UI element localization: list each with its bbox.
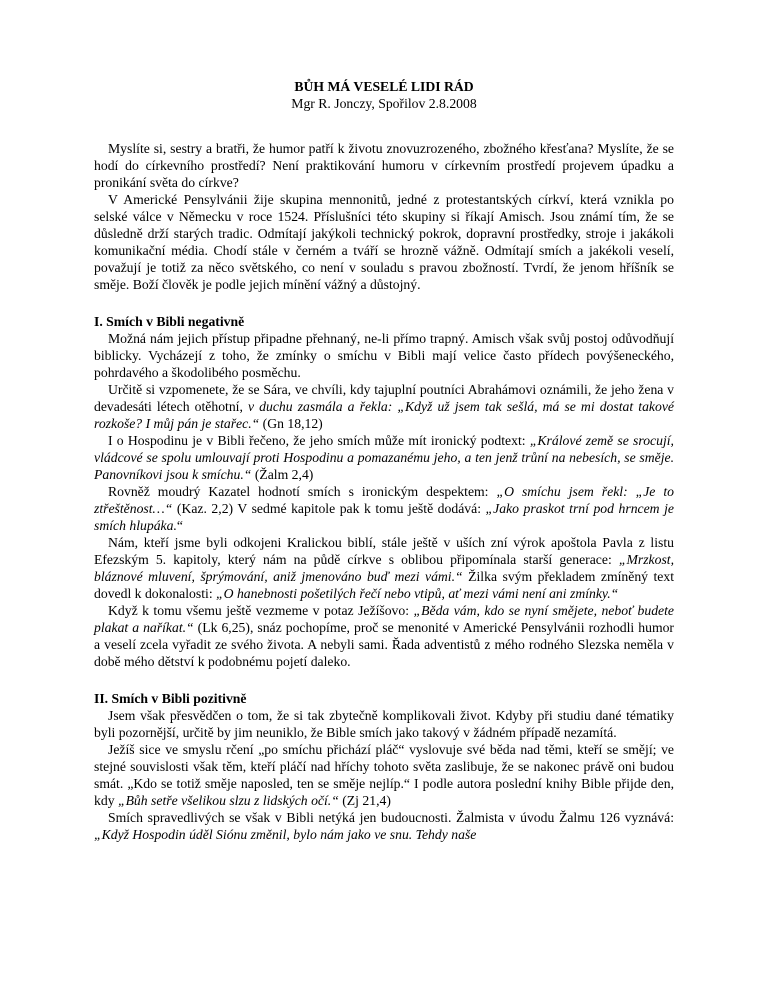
text-run: “ (176, 518, 183, 533)
bible-quote: „Bůh setře všelikou slzu z lidských očí.“ (117, 793, 339, 808)
text-run: I o Hospodinu je v Bibli řečeno, že jeho smích může mít ironický podtext: (108, 433, 530, 448)
intro-paragraph-2: V Americké Pensylvánii žije skupina mennonitů, jedné z protestantských církví, která vznikla po selské válce v Německu v roce 1524. Příslušníci této skupiny si říkají Amisch. Jsou známí tím, že se důsledně drží starých tradic. Odmítají jakýkoli technický pokrok, dopravní prostředky, stroje i jakákoli komunikační média. Chodí stále v černém a tváří se hrozně vážně. Odmítají smích a jakékoli veselí, považují je totiž za něco světského, co není v souladu s pravou zbožností. Tvrdí, že jenom hříšník se směje. Boží člověk je podle jejich mínění vážný a důstojný. (94, 192, 674, 292)
bible-quote: v duchu zasmála a řekla: „Když už jsem tak sešlá, má se mi dostat takové rozkoše? I můj pán je stařec.“ (94, 399, 674, 431)
section1-paragraph-1: Možná nám jejich přístup připadne přehnaný, ne-li přímo trapný. Amisch však svůj postoj odůvodňují biblicky. Vycházejí z toho, že zmínky o smíchu v Bibli mají velice často přídech povýšeneckého, pohrdavého a škodolibého posměchu. (94, 331, 674, 380)
section2-paragraph-3 (94, 809, 674, 843)
bible-quote: „Běda vám, kdo se nyní smějete, neboť budete plakat a naříkat.“ (94, 603, 675, 635)
bible-quote: „Králové země se srocují, vládcové se spolu umlouvají proti Hospodinu a pomazanému jeho, a ten jenž trůní na nebesích, se směje. Panovníkovi jsou k smíchu.“ (94, 433, 674, 482)
bible-quote: „Když Hospodin úděl Siónu změnil, bylo nám jako ve snu. Tehdy naše (94, 827, 477, 842)
text-run: Nám, kteří jsme byli odkojeni Kralickou biblí, stále ještě v uších zní výrok apoštola Pavla z listu Efezským 5. kapitoly, který nám na půdě církve s oblibou připomínala starší generace: (94, 535, 674, 567)
section-heading-2: II. Smích v Bibli pozitivně (94, 691, 247, 706)
document-page (94, 78, 674, 843)
bible-reference: (Žalm 2,4) (251, 467, 314, 482)
bible-quote: „Jako praskot trní pod hrncem je smích hlupáka. (94, 501, 674, 533)
bible-quote: „O smíchu jsem řekl: „Je to ztřeštěnost…“ (94, 484, 674, 516)
text-run: Žilka svým překladem zmíněný text dovedl k dokonalosti: (94, 569, 675, 601)
section1-paragraph-5 (94, 534, 674, 602)
text-run: (Lk 6,25), snáz pochopíme, proč se menonité v Americké Pensylvánii rozhodli humor a veselí zcela vyřadit ze svého života. A nebyli sami. Řada adventistů z mého rodného Slezska neměla v době mého dětství k podobnému pojetí daleko. (94, 620, 674, 669)
bible-quote: „O hanebnosti pošetilých řečí nebo vtipů, ať mezi vámi není ani zmínky.“ (216, 586, 619, 601)
section1-paragraph-3 (94, 432, 674, 483)
text-run: Rovněž moudrý Kazatel hodnotí smích s ironickým despektem: (108, 484, 497, 499)
text-run: Určitě si vzpomenete, že se Sára, ve chvíli, kdy tajuplní poutníci Abrahámovi oznámili, že jeho žena v devadesáti létech otěhotní, (94, 382, 674, 414)
section1-paragraph-2 (94, 381, 674, 432)
intro-paragraph-1: Myslíte si, sestry a bratři, že humor patří k životu znovuzrozeného, zbožného křesťana? Myslíte, že se hodí do církevního prostředí? Není praktikování humoru v církevním prostředí projevem úpadku a pronikání světa do církve? (94, 141, 674, 190)
section-heading-1: I. Smích v Bibli negativně (94, 314, 245, 329)
text-run: (Kaz. 2,2) V sedmé kapitole pak k tomu ještě dodává: (172, 501, 486, 516)
section1-paragraph-4 (94, 483, 674, 534)
document-title: BŮH MÁ VESELÉ LIDI RÁD (294, 79, 474, 94)
section2-paragraph-1: Jsem však přesvědčen o tom, že si tak zbytečně komplikovali život. Kdyby při studiu dané tématiky byli pozornější, určitě by jim neuniklo, že Bible smích jako takový v žádném případě nezamítá. (94, 708, 674, 740)
bible-quote: „Mrzkost, bláznové mluvení, šprýmování, aniž jmenováno buď mezi vámi.“ (94, 552, 674, 584)
section2-paragraph-2 (94, 741, 674, 809)
section1-paragraph-6 (94, 602, 674, 670)
bible-reference: (Gn 18,12) (259, 416, 323, 431)
document-subtitle: Mgr R. Jonczy, Spořilov 2.8.2008 (291, 96, 477, 111)
text-run: Ježíš sice ve smyslu rčení „po smíchu přichází pláč“ vyslovuje své běda nad těmi, kteří se smějí; ve stejné souvislosti však těm, kteří pláčí nad hříchy tohoto světa zaslibuje, že se nakonec právě oni budou smát. „Kdo se totiž směje naposled, ten se směje nejlíp.“ I podle autora poslední knihy Bible přijde den, kdy (94, 742, 674, 808)
text-run: Smích spravedlivých se však v Bibli netýká jen budoucnosti. Žalmista v úvodu Žalmu 126 vyznává: (108, 810, 674, 825)
bible-reference: (Zj 21,4) (338, 793, 391, 808)
text-run: Když k tomu všemu ještě vezmeme v potaz Ježíšovo: (108, 603, 414, 618)
